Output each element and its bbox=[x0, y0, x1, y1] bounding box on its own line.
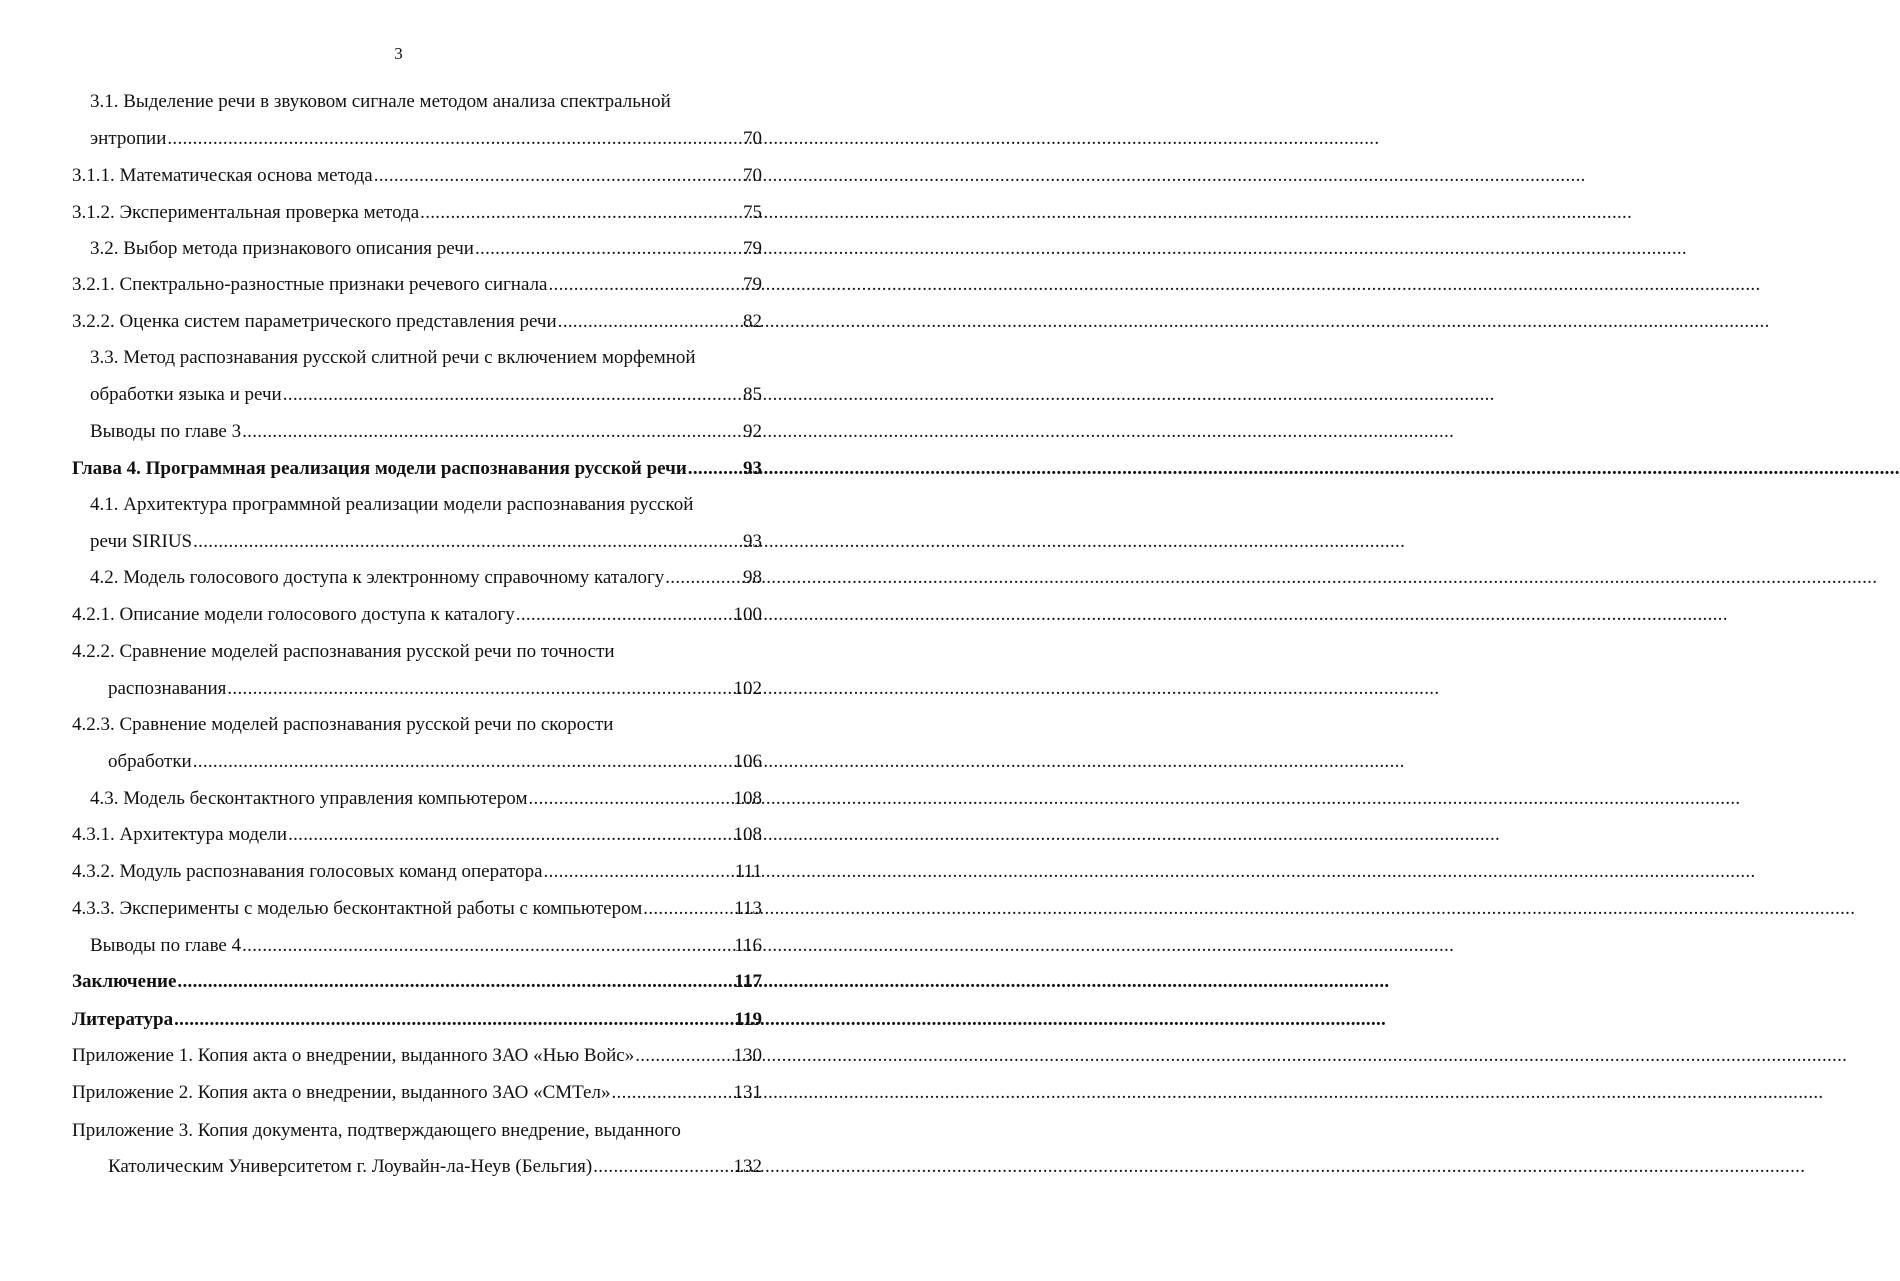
dot-leader bbox=[193, 751, 733, 773]
toc-page-number: 79 bbox=[743, 238, 762, 259]
toc-entry-3-2-1[interactable] bbox=[72, 274, 762, 296]
dot-leader bbox=[611, 1082, 732, 1104]
toc-page-number: 93 bbox=[743, 458, 762, 479]
dot-leader bbox=[475, 238, 742, 260]
toc-entry-text: 4.3.2. Модуль распознавания голосовых команд оператора bbox=[72, 861, 543, 882]
toc-entry-text: Приложение 1. Копия акта о внедрении, выданного ЗАО «Нью Войс» bbox=[72, 1045, 635, 1066]
toc-entry-appendix-1[interactable] bbox=[72, 1045, 762, 1067]
toc-page-number: 85 bbox=[743, 384, 762, 405]
toc-entry-conclusions-4[interactable] bbox=[90, 935, 762, 957]
toc-entry-3-2[interactable] bbox=[90, 238, 762, 260]
dot-leader bbox=[516, 604, 733, 626]
toc-entry-text: обработки языка и речи bbox=[90, 384, 282, 405]
dot-leader bbox=[227, 678, 732, 700]
toc-page-number: 92 bbox=[743, 421, 762, 442]
toc-entry-appendix-3-line1: Приложение 3. Копия документа, подтверждающего внедрение, выданного bbox=[72, 1120, 681, 1141]
dot-leader bbox=[643, 898, 733, 920]
toc-entry-text: 3.1.1. Математическая основа метода bbox=[72, 165, 373, 186]
toc-entry-text: 3.2. Выбор метода признакового описания речи bbox=[90, 238, 474, 259]
dot-leader bbox=[193, 531, 742, 553]
page-number: 3 bbox=[394, 44, 403, 63]
toc-page-number: 119 bbox=[734, 1009, 762, 1030]
toc-entry-text: Католическим Университетом г. Лоувайн-ла-Неув (Бельгия) bbox=[108, 1156, 593, 1177]
toc-entry-4-2-1[interactable] bbox=[72, 604, 762, 626]
toc-entry-4-1-line1: 4.1. Архитектура программной реализации модели распознавания русской bbox=[90, 494, 694, 515]
toc-entry-4-2-3[interactable] bbox=[108, 751, 762, 773]
toc-page-number: 98 bbox=[743, 567, 762, 588]
toc-entry-text: 4.3.1. Архитектура модели bbox=[72, 824, 288, 845]
toc-entry-3-1-2[interactable] bbox=[72, 202, 762, 224]
dot-leader bbox=[593, 1156, 732, 1178]
toc-entry-4-2-3-line1: 4.2.3. Сравнение моделей распознавания русской речи по скорости bbox=[72, 714, 614, 735]
dot-leader bbox=[174, 1009, 733, 1031]
dot-leader bbox=[544, 861, 734, 883]
toc-entry-text: 3.2.2. Оценка систем параметрического представления речи bbox=[72, 311, 557, 332]
toc-entry-3-3-line1: 3.3. Метод распознавания русской слитной речи с включением морфемной bbox=[90, 347, 696, 368]
toc-entry-3-1-line1: 3.1. Выделение речи в звуковом сигнале методом анализа спектральной bbox=[90, 91, 671, 112]
toc-entry-literature[interactable] bbox=[72, 1009, 762, 1031]
toc-entry-conclusions-3[interactable] bbox=[90, 421, 762, 443]
toc-page-number: 111 bbox=[734, 861, 762, 882]
toc-entry-text: Приложение 2. Копия акта о внедрении, выданного ЗАО «СМТел» bbox=[72, 1082, 611, 1103]
toc-entry-3-1[interactable] bbox=[90, 128, 762, 150]
toc-entry-text: Выводы по главе 3 bbox=[90, 421, 242, 442]
dot-leader bbox=[549, 274, 743, 296]
toc-entry-text: энтропии bbox=[90, 128, 167, 149]
toc-page-number: 93 bbox=[743, 531, 762, 552]
toc-entry-text: 4.2. Модель голосового доступа к электронному справочному каталогу bbox=[90, 567, 665, 588]
dot-leader bbox=[635, 1045, 732, 1067]
toc-entry-text: обработки bbox=[108, 751, 192, 772]
toc-entry-4-3-2[interactable] bbox=[72, 861, 762, 883]
toc-page-number: 108 bbox=[733, 788, 762, 809]
toc-entry-4-2-2-line1: 4.2.2. Сравнение моделей распознавания русской речи по точности bbox=[72, 641, 615, 662]
toc-entry-text: речи SIRIUS bbox=[90, 531, 193, 552]
toc-entry-text: распознавания bbox=[108, 678, 227, 699]
dot-leader bbox=[242, 421, 742, 443]
toc-entry-4-3-1[interactable] bbox=[72, 824, 762, 846]
toc-entry-text: 4.3. Модель бесконтактного управления компьютером bbox=[90, 788, 528, 809]
dot-leader bbox=[177, 971, 733, 993]
toc-page-number: 131 bbox=[733, 1082, 762, 1103]
dot-leader bbox=[374, 165, 742, 187]
toc-page-number: 102 bbox=[733, 678, 762, 699]
toc-entry-text: Выводы по главе 4 bbox=[90, 935, 242, 956]
toc-page-number: 79 bbox=[743, 274, 762, 295]
dot-leader bbox=[688, 458, 742, 480]
toc-entry-4-3-3[interactable] bbox=[72, 898, 762, 920]
dot-leader bbox=[665, 567, 742, 589]
toc-page-number: 100 bbox=[733, 604, 762, 625]
toc-page-number: 82 bbox=[743, 311, 762, 332]
toc-entry-text: 4.3.3. Эксперименты с моделью бесконтактной работы с компьютером bbox=[72, 898, 643, 919]
toc-entry-3-3[interactable] bbox=[90, 384, 762, 406]
dot-leader bbox=[558, 311, 742, 333]
dot-leader bbox=[167, 128, 742, 150]
toc-entry-appendix-3[interactable] bbox=[108, 1156, 762, 1178]
dot-leader bbox=[242, 935, 733, 957]
dot-leader bbox=[420, 202, 742, 224]
toc-entry-text: Глава 4. Программная реализация модели распознавания русской речи bbox=[72, 458, 687, 479]
toc-entry-conclusion[interactable] bbox=[72, 971, 762, 993]
toc-entry-chapter-4[interactable] bbox=[72, 458, 762, 480]
dot-leader bbox=[288, 824, 732, 846]
toc-page-number: 130 bbox=[733, 1045, 762, 1066]
toc-entry-text: 3.2.1. Спектрально-разностные признаки речевого сигнала bbox=[72, 274, 548, 295]
toc-entry-3-2-2[interactable] bbox=[72, 311, 762, 333]
toc-page-number: 108 bbox=[733, 824, 762, 845]
toc-page-number: 116 bbox=[734, 935, 762, 956]
toc-entry-text: 3.1.2. Экспериментальная проверка метода bbox=[72, 202, 420, 223]
toc-entry-4-2-2[interactable] bbox=[108, 678, 762, 700]
toc-entry-4-3[interactable] bbox=[90, 788, 762, 810]
toc-page-number: 117 bbox=[734, 971, 762, 992]
toc-entry-text: Заключение bbox=[72, 971, 177, 992]
toc-page-number: 70 bbox=[743, 165, 762, 186]
toc-page-number: 113 bbox=[734, 898, 762, 919]
toc-entry-4-2[interactable] bbox=[90, 567, 762, 589]
toc-entry-text: 4.2.1. Описание модели голосового доступа к каталогу bbox=[72, 604, 515, 625]
toc-page-number: 75 bbox=[743, 202, 762, 223]
toc-entry-appendix-2[interactable] bbox=[72, 1082, 762, 1104]
dot-leader bbox=[528, 788, 732, 810]
toc-page-number: 70 bbox=[743, 128, 762, 149]
toc-entry-text: Литература bbox=[72, 1009, 174, 1030]
toc-page-number: 132 bbox=[733, 1156, 762, 1177]
toc-entry-4-1[interactable] bbox=[90, 531, 762, 553]
dot-leader bbox=[283, 384, 742, 406]
toc-entry-3-1-1[interactable] bbox=[72, 165, 762, 187]
toc-page-number: 106 bbox=[733, 751, 762, 772]
